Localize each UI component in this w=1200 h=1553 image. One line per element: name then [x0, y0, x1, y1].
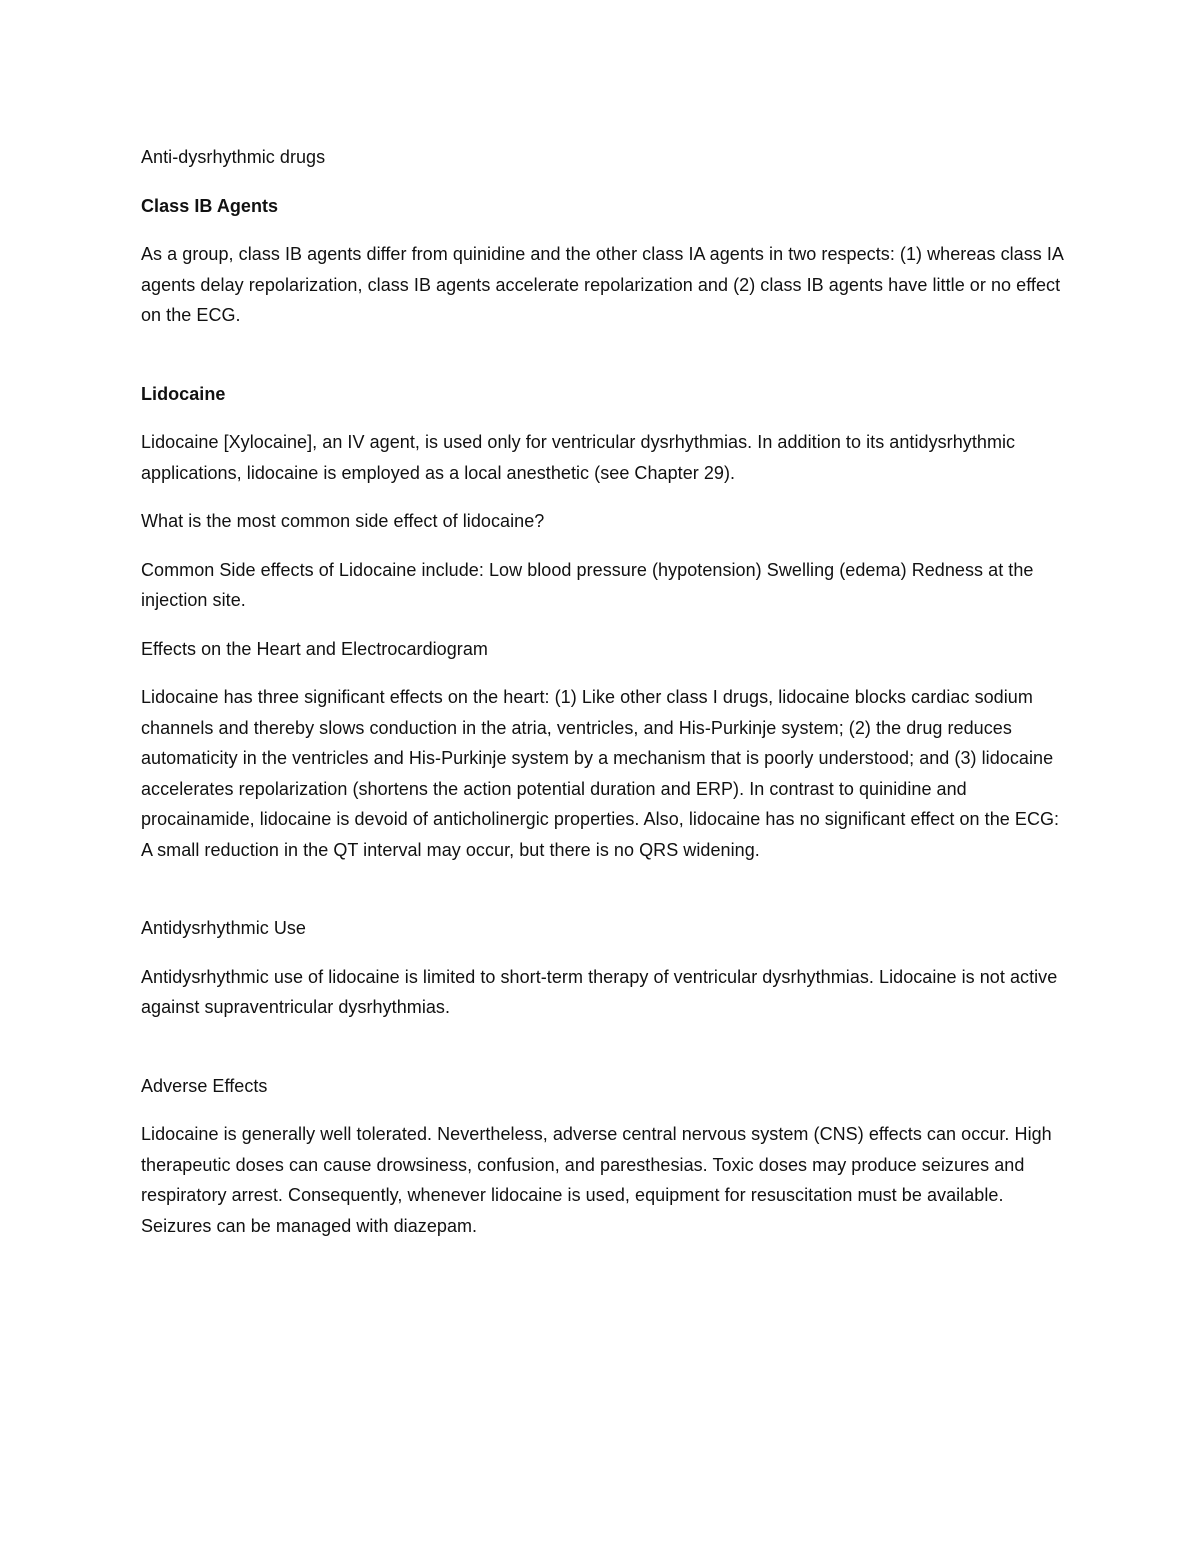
- class-ib-paragraph: As a group, class IB agents differ from quinidine and the other class IA agents in two respects: (1) whereas class IA agents delay repolarization, class IB agents accelerate repolarization and (2) class IB agents have little or no effect on the ECG.: [141, 244, 1063, 325]
- heart-effects-paragraph: Lidocaine has three significant effects on the heart: (1) Like other class I drugs, lidocaine blocks cardiac sodium channels and thereby slows conduction in the atria, ventricles, and His-Purkinje system; (2) the drug reduces automaticity in the ventricles and His-Purkinje system by a mechanism that is poorly understood; and (3) lidocaine accelerates repolarization (shortens the action potential duration and ERP). In contrast to quinidine and procainamide, lidocaine is devoid of anticholinergic properties. Also, lidocaine has no significant effect on the ECG: A small reduction in the QT interval may occur, but there is no QRS widening.: [141, 687, 1060, 860]
- spacer: [141, 883, 1066, 913]
- lidocaine-heading: Lidocaine: [141, 383, 226, 404]
- spacer: [141, 349, 1066, 379]
- adverse-effects-paragraph: Lidocaine is generally well tolerated. Nevertheless, adverse central nervous system (CNS) effects can occur. High therapeutic doses can cause drowsiness, confusion, and paresthesias. Toxic doses may produce seizures and respiratory arrest. Consequently, whenever lidocaine is used, equipment for resuscitation must be available. Seizures can be managed with diazepam.: [141, 1124, 1052, 1236]
- lidocaine-question: What is the most common side effect of lidocaine?: [141, 511, 545, 531]
- antidysrhythmic-use-heading: Antidysrhythmic Use: [141, 918, 306, 938]
- spacer: [141, 1041, 1066, 1071]
- heart-effects-heading: Effects on the Heart and Electrocardiogram: [141, 638, 488, 659]
- antidysrhythmic-use-paragraph: Antidysrhythmic use of lidocaine is limited to short-term therapy of ventricular dysrhythmias. Lidocaine is not active against supraventricular dysrhythmias.: [141, 966, 1058, 1017]
- lidocaine-answer: Common Side effects of Lidocaine include: Low blood pressure (hypotension) Swelling (edema) Redness at the injection site.: [141, 559, 1034, 610]
- class-ib-heading: Class IB Agents: [141, 195, 279, 216]
- adverse-effects-heading: Adverse Effects: [141, 1075, 268, 1096]
- document-title: Anti-dysrhythmic drugs: [141, 147, 326, 167]
- lidocaine-paragraph: Lidocaine [Xylocaine], an IV agent, is used only for ventricular dysrhythmias. In addition to its antidysrhythmic applications, lidocaine is employed as a local anesthetic (see Chapter 29).: [141, 432, 1016, 483]
- document-body: [141, 142, 1066, 1259]
